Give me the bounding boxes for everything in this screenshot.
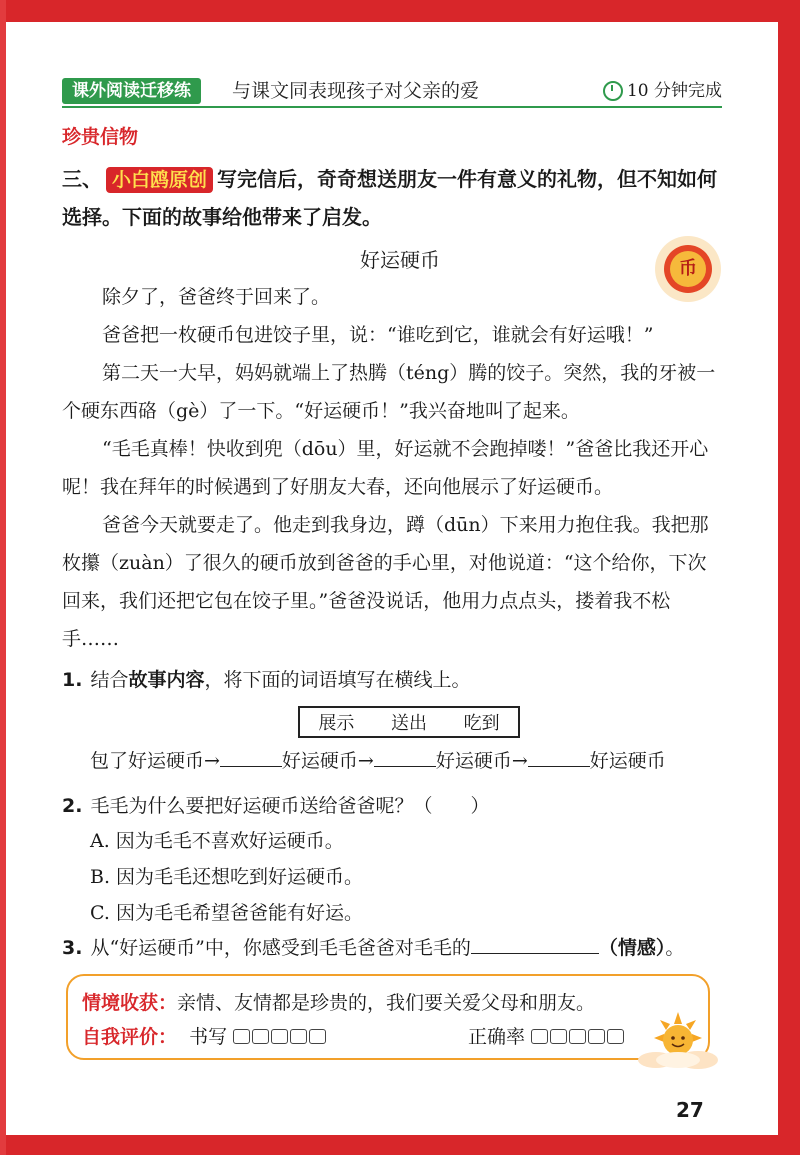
story-title: 好运硬币 xyxy=(360,248,440,272)
writing-label: 书写 xyxy=(189,1026,228,1048)
header-tag: 课外阅读迁移练 xyxy=(62,78,201,104)
question-1 xyxy=(62,662,722,698)
sun-icon xyxy=(636,1010,720,1070)
word-bank-item: 吃到 xyxy=(463,713,500,734)
question-3-end: 。 xyxy=(665,937,685,959)
question-1-bold: 故事内容 xyxy=(128,669,205,691)
thumbs-up-icon[interactable] xyxy=(588,1029,605,1044)
header-title: 与课文同表现孩子对父亲的爱 xyxy=(232,80,480,102)
thumbs-up-icon[interactable] xyxy=(233,1029,250,1044)
header-bar xyxy=(62,78,722,108)
word-bank xyxy=(298,706,520,738)
story-paragraph: “毛毛真棒！快收到兜（dōu）里，好运就不会跑掉喽！”爸爸比我还开心呢！我在拜年的时候遇到了好朋友大春，还向他展示了好运硬币。 xyxy=(62,438,709,498)
story-body xyxy=(62,278,722,658)
original-badge: 小白鸥原创 xyxy=(106,167,213,193)
chain-text: 包了好运硬币→ xyxy=(90,750,220,772)
page-number: 27 xyxy=(676,1098,704,1122)
accuracy-label: 正确率 xyxy=(468,1026,526,1048)
story-paragraph: 第二天一大早，妈妈就端上了热腾（téng）腾的饺子。突然，我的牙被一个硬东西硌（gè）了一下。“好运硬币！”我兴奋地叫了起来。 xyxy=(62,362,716,422)
option-b[interactable]: B. 因为毛毛还想吃到好运硬币。 xyxy=(90,866,364,888)
question-1-post: ，将下面的词语填写在横线上。 xyxy=(204,669,471,691)
thumbs-up-icon[interactable] xyxy=(290,1029,307,1044)
thumbs-up-icon[interactable] xyxy=(271,1029,288,1044)
option-a[interactable]: A. 因为毛毛不喜欢好运硬币。 xyxy=(90,830,344,852)
question-3-bold: （情感） xyxy=(598,937,666,959)
story-paragraph: 爸爸把一枚硬币包进饺子里，说：“谁吃到它，谁就会有好运哦！” xyxy=(102,324,654,346)
section-title: 珍贵信物 xyxy=(62,126,139,148)
header-divider xyxy=(62,106,722,108)
word-bank-item: 送出 xyxy=(390,713,427,734)
word-bank-item: 展示 xyxy=(318,713,355,734)
thumbs-up-icon[interactable] xyxy=(531,1029,548,1044)
fill-chain xyxy=(90,746,720,775)
chain-text: 好运硬币→ xyxy=(435,750,528,772)
summary-text: 亲情、友情都是珍贵的，我们要关爱父母和朋友。 xyxy=(177,992,596,1014)
question-1-number: 1. xyxy=(62,669,83,691)
time-limit-text: 10 分钟完成 xyxy=(626,81,722,101)
page-frame-top xyxy=(0,0,800,22)
answer-blank[interactable] xyxy=(528,746,590,767)
question-3-number: 3. xyxy=(62,937,83,959)
thumbs-up-icon[interactable] xyxy=(569,1029,586,1044)
thumbs-up-icon[interactable] xyxy=(607,1029,624,1044)
question-intro xyxy=(62,160,722,236)
self-eval-label: 自我评价： xyxy=(82,1026,178,1048)
question-2 xyxy=(62,788,722,824)
question-2-number: 2. xyxy=(62,795,83,817)
summary-row xyxy=(82,988,595,1015)
answer-blank[interactable] xyxy=(471,933,599,954)
summary-box xyxy=(66,974,710,1060)
question-intro-text: 写完信后，奇奇想送朋友一件有意义的礼物，但不知如何选择。下面的故事给他带来了启发。 xyxy=(62,167,718,229)
thumbs-up-icon[interactable] xyxy=(550,1029,567,1044)
time-limit xyxy=(603,78,722,104)
question-2-text[interactable]: 毛毛为什么要把好运硬币送给爸爸呢？（ ） xyxy=(90,795,490,817)
thumbs-up-icon[interactable] xyxy=(309,1029,326,1044)
question-3-text: 从“好运硬币”中，你感受到毛毛爸爸对毛毛的 xyxy=(90,937,471,959)
question-3 xyxy=(62,930,742,966)
chain-text: 好运硬币 xyxy=(589,750,666,772)
writing-rating[interactable] xyxy=(233,1027,328,1049)
thumbs-up-icon[interactable] xyxy=(252,1029,269,1044)
accuracy-rating[interactable] xyxy=(531,1027,626,1049)
summary-label: 情境收获： xyxy=(82,992,178,1014)
self-eval-row xyxy=(82,1022,692,1049)
chain-text: 好运硬币→ xyxy=(281,750,374,772)
answer-blank[interactable] xyxy=(220,746,282,767)
page-frame-bottom xyxy=(0,1135,800,1155)
question-number: 三、 xyxy=(62,167,102,191)
story-paragraph: 爸爸今天就要走了。他走到我身边，蹲（dūn）下来用力抱住我。我把那枚攥（zuàn）了很久的硬币放到爸爸的手心里，对他说道：“这个给你，下次回来，我们还把它包在饺子里。”爸爸没说话，他用力点点头，搂着我不松手…… xyxy=(62,514,709,650)
accuracy-group xyxy=(468,1022,626,1049)
story-paragraph: 除夕了，爸爸终于回来了。 xyxy=(102,286,331,308)
option-c[interactable]: C. 因为毛毛希望爸爸能有好运。 xyxy=(90,902,363,924)
coin-char: 币 xyxy=(670,251,706,287)
answer-blank[interactable] xyxy=(374,746,436,767)
question-1-pre: 结合 xyxy=(90,669,129,691)
page-frame-left xyxy=(0,0,6,1155)
page-frame-right xyxy=(778,0,800,1155)
clock-icon xyxy=(603,81,623,101)
